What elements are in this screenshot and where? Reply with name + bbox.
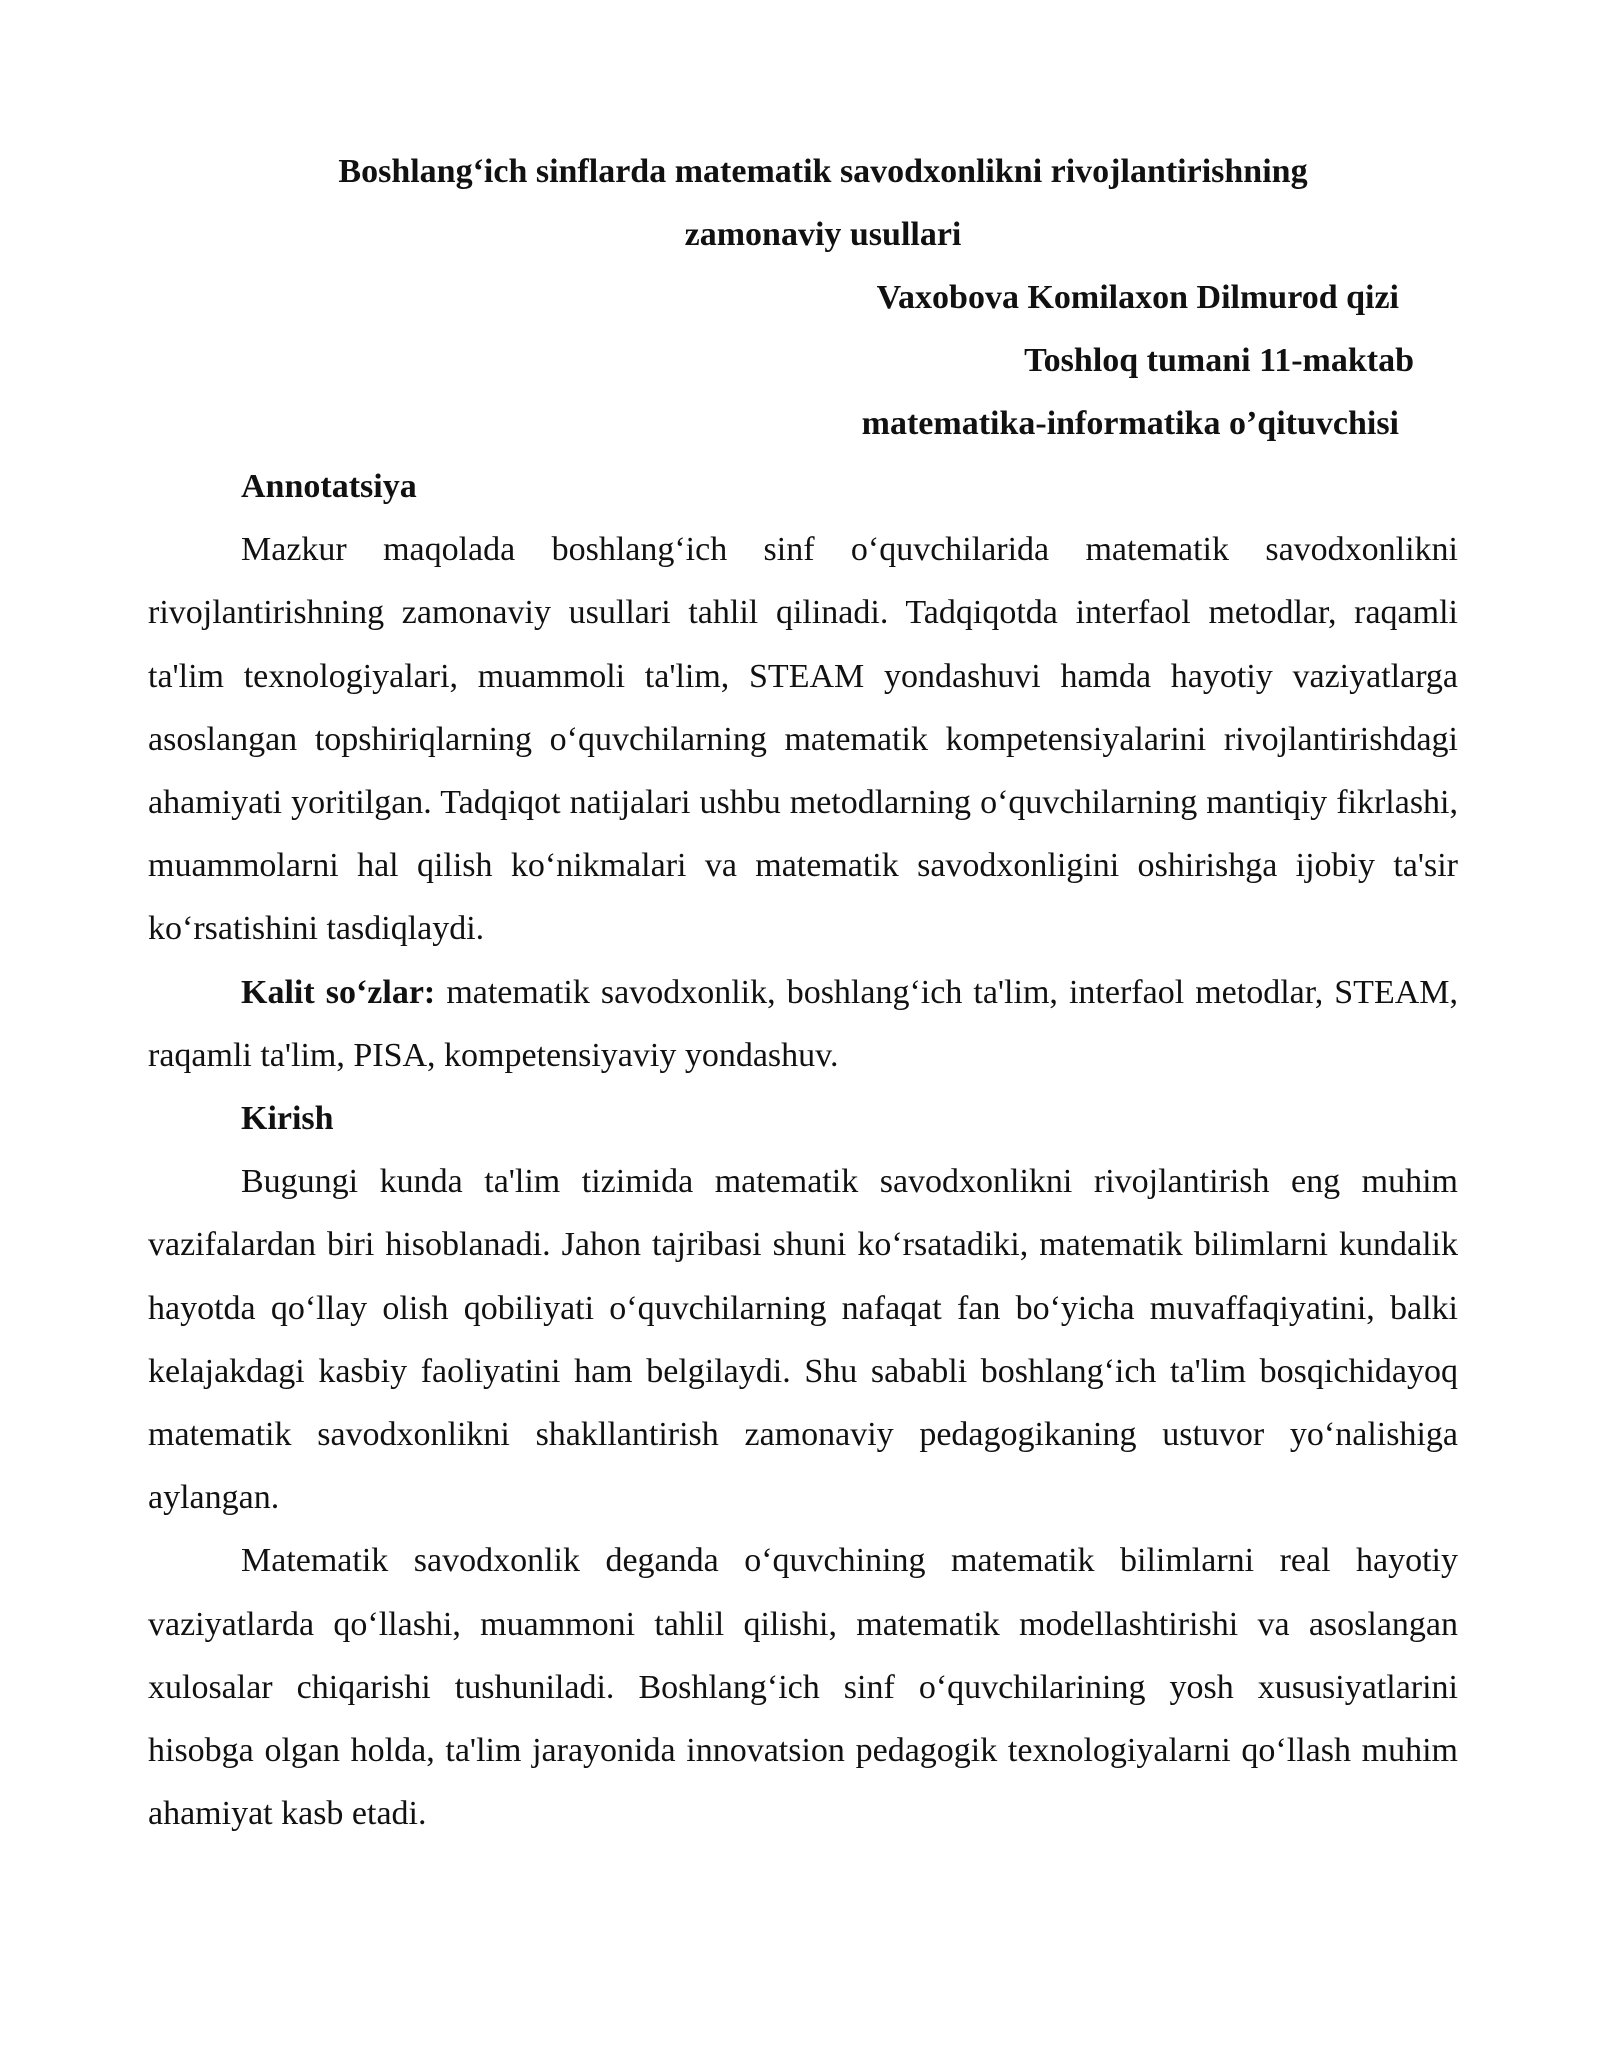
intro-heading: Kirish	[241, 1100, 334, 1138]
title-line-1: Boshlang‘ich sinflarda matematik savodxonlikni rivojlantirishning	[338, 153, 1308, 190]
abstract-heading: Annotatsiya	[241, 468, 417, 505]
intro-paragraph-1: Bugungi kunda ta'lim tizimida matematik savodxonlikni rivojlantirish eng muhim vazifalardan biri hisoblanadi. Jahon tajribasi shuni ko‘rsatadiki, matematik bilimlarni kundalik hayotda qo‘llay olish qobiliyati o‘quvchilarning nafaqat fan bo‘yicha muvaffaqiyatini, balki kelajakdagi kasbiy faoliyatini ham belgilaydi. Shu sababli boshlang‘ich ta'lim bosqichidayoq matematik savodxonlikni shakllantirish zamonaviy pedagogikaning ustuvor yo‘nalishiga aylangan.	[148, 1163, 1458, 1517]
author-info	[614, 266, 1414, 455]
document-body	[148, 455, 1458, 1845]
intro-paragraph-2: Matematik savodxonlik deganda o‘quvchining matematik bilimlarni real hayotiy vaziyatlarda qo‘llashi, muammoni tahlil qilishi, matematik modellashtirishi va asoslangan xulosalar chiqarishi tushuniladi. Boshlang‘ich sinf o‘quvchilarining yosh xususiyatlarini hisobga olgan holda, ta'lim jarayonida innovatsion pedagogik texnologiyalarni qo‘llash muhim ahamiyat kasb etadi.	[148, 1542, 1458, 1833]
keywords-label: Kalit so‘zlar:	[241, 973, 436, 1011]
author-school: Toshloq tumani 11-maktab	[1024, 342, 1414, 379]
document-title	[148, 140, 1458, 266]
keywords-paragraph	[148, 961, 1458, 1087]
author-name: Vaxobova Komilaxon Dilmurod qizi	[876, 279, 1399, 316]
keywords-text: matematik savodxonlik, boshlang‘ich ta'lim, interfaol metodlar, STEAM, raqamli ta'lim, PISA, kompetensiyaviy yondashuv.	[148, 973, 1458, 1074]
author-role: matematika-informatika o’qituvchisi	[861, 405, 1399, 442]
title-line-2: zamonaviy usullari	[684, 216, 962, 253]
abstract-paragraph: Mazkur maqolada boshlang‘ich sinf o‘quvchilarida matematik savodxonlikni rivojlantirishning zamonaviy usullari tahlil qilinadi. Tadqiqotda interfaol metodlar, raqamli ta'lim texnologiyalari, muammoli ta'lim, STEAM yondashuvi hamda hayotiy vaziyatlarga asoslangan topshiriqlarning o‘quvchilarning matematik kompetensiyalarini rivojlantirishdagi ahamiyati yoritilgan. Tadqiqot natijalari ushbu metodlarning o‘quvchilarning mantiqiy fikrlashi, muammolarni hal qilish ko‘nikmalari va matematik savodxonligini oshirishga ijobiy ta'sir ko‘rsatishini tasdiqlaydi.	[148, 531, 1458, 948]
